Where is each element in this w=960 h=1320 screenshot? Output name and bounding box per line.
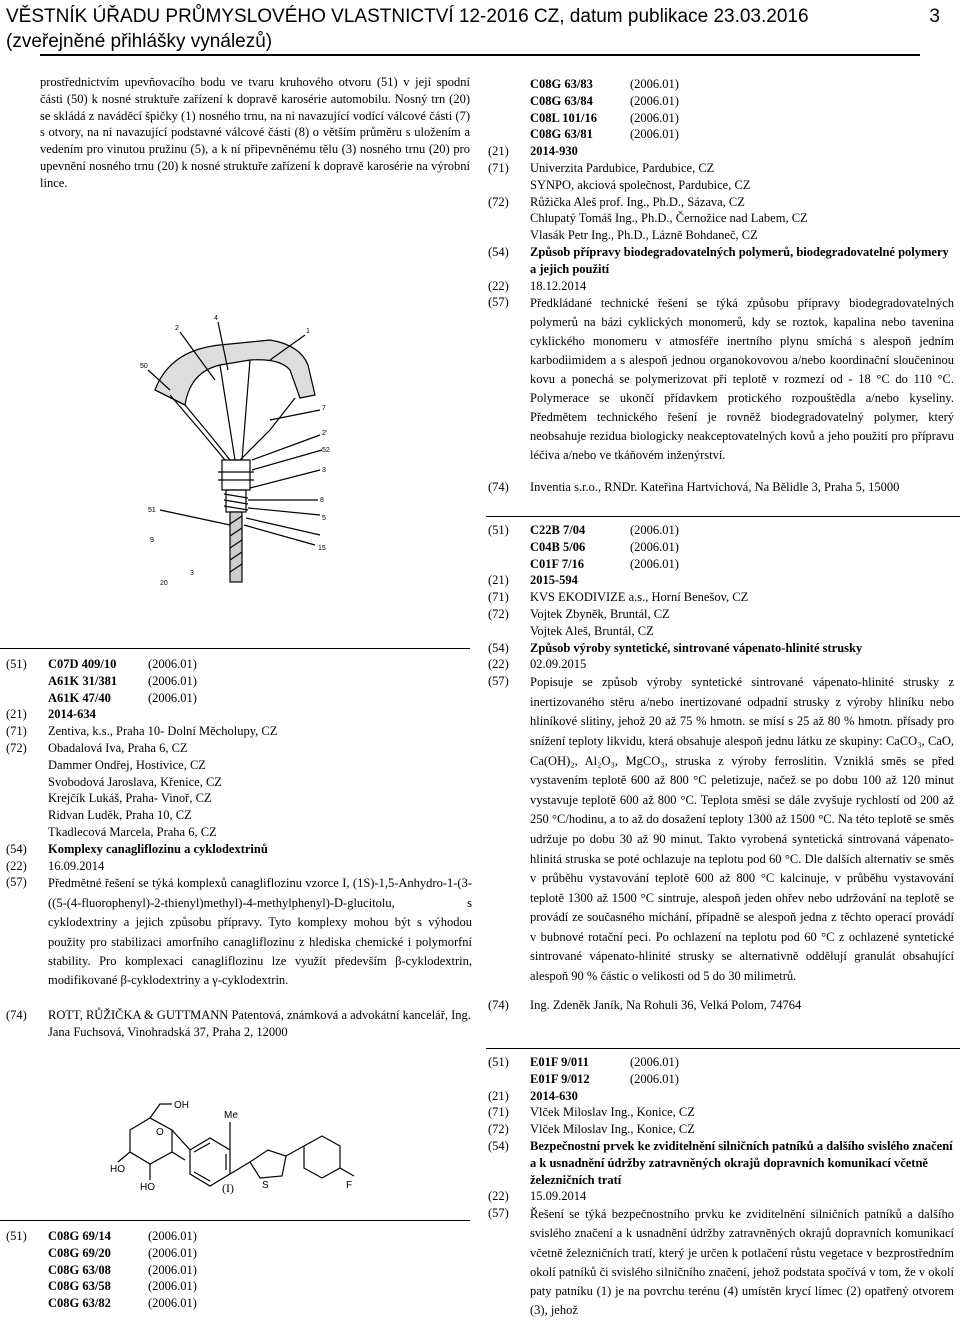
- entry-canagliflozin: [6, 656, 472, 1040]
- class-year: (2006.01): [148, 1296, 197, 1311]
- fig-label-52: 52: [322, 447, 330, 454]
- filing-date: 18.12.2014: [530, 278, 587, 293]
- label-ho-2: HO: [140, 1182, 155, 1193]
- continuation-text: prostřednictvím upevňovacího bodu ve tvaru kruhového otvoru (51) v její spodní části (50) k nosné struktuře zařízení k dopravě karosérie automobilu. Nosný trn (20) se skládá z naváděcí špičky (1) nosného trnu, na ni navazující vodící válcové části (7) s otvory, na ni navazující podstavné válcové části (8) o větším průměru s uložením a vedením pro vinutou pružinu (5), a k ní připevněnému tělu (3) nosného trnu (20) pro upevnění nosného trnu (20) k nosné struktuře zařízení k dopravě karosérie na výrobní lince.: [40, 75, 470, 190]
- inventor: Tkadlecová Marcela, Praha 6, CZ: [48, 824, 217, 839]
- formula-identifier: (I): [222, 1181, 234, 1195]
- class-code: C01F 7/16: [530, 556, 585, 571]
- fig-label-3b: 3: [190, 570, 194, 577]
- class-year: (2006.01): [148, 1262, 197, 1277]
- class-year: (2006.01): [630, 93, 679, 108]
- fig-label-20: 20: [160, 580, 168, 587]
- filing-date: 16.09.2014: [48, 858, 105, 873]
- agent-row: (74) ROTT, RŮŽIČKA & GUTTMANN Patentová, známková a advokátní kancelář, Ing. Jana Fuchsová, Vinohradská 37, Praha 2, 12000: [6, 1007, 471, 1039]
- inventor-row: [6, 807, 472, 824]
- fig-label-2prime: 2': [322, 430, 328, 437]
- class-year: (2006.01): [148, 1279, 197, 1294]
- class-code: C08G 63/82: [48, 1296, 111, 1311]
- class-code: A61K 31/381: [48, 673, 118, 688]
- abstract-row: (57) Předmětné řešení se týká komplexů canagliflozinu vzorce I, (1S)-1,5-Anhydro-1-(3-((5-(4-fluorophenyl)-2-thienyl)methyl)-4-methylphenyl)-D-glucitolu, s cyklodextriny a jejich způsobu přípravy. Tyto komplexy mohou být s výhodou použity pro stabilizaci amorfního canagliflozinu z hlediska chemické i polymorfní stability. Pro komplexaci canagliflozinu lze využít především β-cyklodextrin, modifikované β-cyklodextriny a γ-cyklodextrin.: [6, 874, 472, 990]
- abstract: Předkládané technické řešení se týká způsobu přípravy biodegradovatelných polymerů na bázi cyklických monomerů, kdy se roztok, kapalina nebo tavenina cyklického monomeru v atmosféře inertního plynu smíchá s alespoň jedním karbodiimidem a s alespoň jednou organokovovou a/nebo koordinační sloučeninou kovu a ponechá se polymerizovat při teplotě v rozmezí od - 18 °C do 110 °C. Polymerace se ukončí přídavkem protického rozpouštědla a/nebo kyseliny. Předmětem technického řešení je rovněž biodegradovatelný polymer, který neobsahuje rezidua biologicky neakceptovatelných kovů a jeho použití pro přípravu léčiva a/nebo ve tkáňovém inženýrství.: [530, 296, 954, 462]
- label-s: S: [262, 1180, 269, 1191]
- inventor: Svobodová Jaroslava, Křenice, CZ: [48, 774, 222, 789]
- label-ho-1: HO: [110, 1164, 125, 1175]
- right-separator-2: [486, 1048, 960, 1049]
- inventor: Ridvan Luděk, Praha 10, CZ: [48, 808, 192, 823]
- class-year: (2006.01): [630, 77, 679, 91]
- inventor: Růžička Aleš prof. Ing., Ph.D., Sázava, CZ: [530, 194, 745, 209]
- left-separator-2: [0, 1220, 470, 1221]
- class-year: (2006.01): [630, 523, 679, 537]
- class-year: (2006.01): [630, 1055, 679, 1069]
- filing-date: 15.09.2014: [530, 1189, 587, 1204]
- entry-biodegradable: C08G 63/83 (2006.01) C08G 63/84 (2006.01) C08L 101/16 (2006.01) C08G 63/81 (2006.01) (21) 2014-930 (71) Univerzita Pardubice, Pardubice, CZ SYNPO, akciová společnost, Pardubice, CZ (72) Růžička Aleš prof. Ing., Ph.D., Sázava, CZ Chlupatý Tomáš Ing., Ph.D., Černožice nad Labem, CZ Vlasák Petr Ing., Ph.D., Lázně Bohdaneč, CZ (54) Způsob přípravy biodegradovatelných polymerů, biodegradovatelné polymery a jejich použití (22) 18.12.2014 (57) Předkládané technické řešení se týká způsobu přípravy biodegradovatelných polymerů na bázi cyklických monomerů, kdy se roztok, kapalina nebo tavenina cyklického monomeru v atmosféře inertního plynu smíchá s alespoň jedním karbodiimidem a s alespoň jednou organokovovou a/nebo koordinační sloučeninou kovu a ponechá se polymerizovat při teplotě v rozmezí od - 18 °C do 110 °C. Polymerace se ukončí přídavkem protického rozpouštědla a/nebo kyseliny. Předmětem technického řešení je rovněž biodegradovatelný polymer, který neobsahuje rezidua biologicky neakceptovatelných kovů a jeho použití pro přípravu léčiva a/nebo ve tkáňovém inženýrství. (74) Inventia s.r.o., RNDr. Kateřina Hartvichová, Na Bělidle 3, Praha 5, 15000: [488, 77, 954, 494]
- class-code: C08G 69/14: [48, 1229, 111, 1243]
- fig-label-7: 7: [322, 405, 326, 412]
- inventor: Vojtek Aleš, Bruntál, CZ: [530, 623, 654, 638]
- applicant-row: (71) Zentiva, k.s., Praha 10- Dolní Měcholupy, CZ: [6, 723, 472, 740]
- invention-title: Způsob výroby syntetické, sintrované vápenato-hlinité strusky: [530, 640, 863, 655]
- page-header: [6, 4, 954, 54]
- filing-date: 02.09.2015: [530, 657, 587, 672]
- invention-title: Bezpečnostní prvek ke zviditelnění silničních patníků a dalšího svislého značení a k usnadnění údržby zatravněných okrajů dopravních komunikací včetně železničních tratí: [530, 1138, 953, 1187]
- class-code: E01F 9/011: [530, 1055, 589, 1069]
- inventor: Chlupatý Tomáš Ing., Ph.D., Černožice nad Labem, CZ: [530, 211, 808, 226]
- inventor-row: (72) Obadalová Iva, Praha 6, CZ: [6, 740, 472, 757]
- left-separator-1: [0, 648, 470, 649]
- label-f: F: [346, 1180, 353, 1191]
- fig-label-50: 50: [140, 363, 148, 370]
- class-code: C08G 63/81: [530, 127, 593, 142]
- class-year: (2006.01): [148, 657, 197, 671]
- right-separator-1: [486, 516, 960, 517]
- applicant: Vlček Miloslav Ing., Konice, CZ: [530, 1105, 695, 1120]
- entry-biodegradable-classes-left: (51) C08G 69/14 (2006.01) C08G 69/20 (2006.01) C08G 63/08 (2006.01) C08G 63/58 (2006.01) C08G 63/82 (2006.01): [6, 1229, 197, 1311]
- class-code: E01F 9/012: [530, 1071, 590, 1086]
- classification-row: (51) C07D 409/10 (2006.01): [6, 657, 197, 671]
- fig-label-51: 51: [148, 507, 156, 514]
- label-oh: OH: [174, 1100, 189, 1111]
- class-code: A61K 47/40: [48, 690, 111, 705]
- inventor: Obadalová Iva, Praha 6, CZ: [48, 740, 188, 755]
- class-code: C08L 101/16: [530, 110, 598, 125]
- class-code: C04B 5/06: [530, 539, 586, 554]
- inventor: Krejčík Lukáš, Praha- Vinoř, CZ: [48, 791, 212, 806]
- technical-drawing: [130, 310, 350, 600]
- invention-title: Způsob přípravy biodegradovatelných polymerů, biodegradovatelné polymery a jejich použití: [530, 244, 949, 276]
- fig-label-4: 4: [214, 315, 218, 322]
- abstract: Popisuje se způsob výroby syntetické sintrované vápenato-hlinité strusky z inertizovaného stěru a/nebo inertizované odpadní strusky z výroby hliníku nebo hliníkové slitiny, jehož 20 až 75 % hmotn. se mísí s 25 až 80 % hmotn. přísady pro snížení teploty likvidu, která obsahuje alespoň jednu látku ze skupiny: CaCO₃, CaO, Ca(OH)₂, Al₂O₃, MgCO₃, struska z výroby ferroslitin. Vzniklá směs se před vystavením teplotě 600 až 800 °C peletizuje, načež se po dobu 100 až 120 minut vystavuje teplotě 600 až 800 °C. Teplota směsi se dále zvyšuje rychlostí od 200 až 250 °C/hodinu, a to až do dosažení teploty 1300 až 1500 °C. Na této teplotě se směs udržuje po dobu 30 až 90 minut. Takto vyrobená syntetická sintrovaná vápenato-hlinitá struska se poté ochlazuje na teplotu pod 60 °C. Dle dalších alternativ se směs v průběhu vystavování teplotě 600 až 800 °C kalcinuje, v průběhu vystavování teplotě 1300 až 1500 °C sintruje, alespoň jeden ohřev nebo udržování na teplotě se provádí ze současného míchání, případně se alespoň jedna z těchto operací provádí v bubnové rotační peci. Po ochlazení na teplotu pod 60 °C z ochlazené syntetické sintrované vápenato-hlinité strusky se alternativně oddělují granulát obsahující alespoň 90 % částic o velikosti od 5 do 30 milimetrů.: [530, 675, 954, 984]
- fig-label-8: 8: [320, 497, 324, 504]
- class-code: C08G 63/08: [48, 1262, 111, 1277]
- label-o: O: [156, 1127, 164, 1138]
- applicant: KVS EKODIVIZE a.s., Horní Benešov, CZ: [530, 590, 749, 605]
- class-year: (2006.01): [630, 110, 679, 125]
- class-year: (2006.01): [630, 556, 679, 571]
- fig-label-2: 2: [175, 325, 179, 332]
- class-year: (2006.01): [148, 673, 197, 688]
- inventor: Vlček Miloslav Ing., Konice, CZ: [530, 1122, 695, 1137]
- classification-row: [6, 673, 472, 690]
- header-rule: [40, 54, 920, 56]
- applicant: Univerzita Pardubice, Pardubice, CZ: [530, 160, 715, 175]
- applicant: SYNPO, akciová společnost, Pardubice, CZ: [530, 177, 751, 192]
- abstract: Předmětné řešení se týká komplexů canagliflozinu vzorce I, (1S)-1,5-Anhydro-1-(3-((5-(4-fluorophenyl)-2-thienyl)methyl)-4-methylphenyl)-D-glucitolu, s cyklodextriny a jejich způsobu přípravy. Tyto komplexy mohou být s výhodou použity pro stabilizaci amorfního canagliflozinu z hlediska chemické i polymorfní stability. Pro komplexaci canagliflozinu lze využít především β-cyklodextrin, modifikované β-cyklodextriny a γ-cyklodextrin.: [48, 876, 472, 988]
- fig-label-3: 3: [322, 467, 326, 474]
- application-number: 2014-630: [530, 1088, 578, 1103]
- journal-title: VĚSTNÍK ÚŘADU PRŮMYSLOVÉHO VLASTNICTVÍ 12-2016 CZ, datum publikace 23.03.2016: [6, 6, 809, 27]
- agent: Inventia s.r.o., RNDr. Kateřina Hartvichová, Na Bělidle 3, Praha 5, 15000: [530, 479, 900, 494]
- class-code: C07D 409/10: [48, 657, 117, 671]
- fig-label-1: 1: [306, 328, 310, 335]
- inventor: Vlasák Petr Ing., Ph.D., Lázně Bohdaneč, CZ: [530, 228, 758, 243]
- class-year: (2006.01): [148, 690, 197, 705]
- class-year: (2006.01): [148, 1245, 197, 1260]
- application-number: 2014-930: [530, 144, 578, 159]
- application-number: 2014-634: [48, 707, 96, 722]
- abstract: Řešení se týká bezpečnostního prvku ke zviditelnění silničních patníků a dalšího svislého značení a k usnadnění údržby zatravněných okrajů dopravních komunikací včetně železničních tratí, který je určen k potlačení růstu vegetace v bezprostředním okolí patníků či svislého silničního značení, jehož podstata spočívá v tom, že v okolí paty patníku (1) je na povrchu terénu (4) umístěn krycí límec (2) opatřený otvorem (3), jehož: [530, 1207, 954, 1318]
- inventor-row: [6, 774, 472, 791]
- page-number: 3: [929, 6, 940, 27]
- fig-label-5: 5: [322, 515, 326, 522]
- inventor-row: [6, 790, 472, 807]
- inventor: Dammer Ondřej, Hostivice, CZ: [48, 757, 206, 772]
- entry-road-marker: (51) E01F 9/011 (2006.01) E01F 9/012 (2006.01) (21) 2014-630 (71) Vlček Miloslav Ing., Konice, CZ (72) Vlček Miloslav Ing., Konice, CZ (54) Bezpečnostní prvek ke zviditelnění silničních patníků a dalšího svislého značení a k usnadnění údržby zatravněných okrajů dopravních komunikací včetně železničních tratí (22) 15.09.2014 (57) Řešení se týká bezpečnostního prvku ke zviditelnění silničních patníků a dalšího svislého značení a k usnadnění údržby zatravněných okrajů dopravních komunikací včetně železničních tratí, který je určen k potlačení růstu vegetace v bezprostředním okolí patníků či svislého silničního značení, jehož podstata spočívá v tom, že v okolí paty patníku (1) je na povrchu terénu (4) umístěn krycí límec (2) opatřený otvorem (3), jehož: [488, 1054, 954, 1320]
- agent: ROTT, RŮŽIČKA & GUTTMANN Patentová, známková a advokátní kancelář, Ing. Jana Fuchsová, Vinohradská 37, Praha 2, 12000: [48, 1007, 471, 1039]
- agent: Ing. Zdeněk Janík, Na Rohuli 36, Velká Polom, 74764: [530, 997, 802, 1012]
- inventor: Vojtek Zbyněk, Bruntál, CZ: [530, 606, 670, 621]
- class-code: C08G 63/58: [48, 1279, 111, 1294]
- journal-subtitle: (zveřejněné přihlášky vynálezů): [6, 31, 273, 52]
- filing-date-row: (22) 16.09.2014: [6, 858, 472, 875]
- inventor-row: [6, 824, 472, 841]
- chemical-structure: [110, 1090, 360, 1200]
- class-year: (2006.01): [630, 539, 679, 554]
- invention-title: Komplexy canagliflozinu a cyklodextrinů: [48, 841, 268, 856]
- fig-label-9: 9: [150, 537, 154, 544]
- class-code: C08G 63/84: [530, 93, 593, 108]
- left-continuation: [40, 74, 470, 192]
- class-code: C08G 69/20: [48, 1245, 111, 1260]
- inventor-row: [6, 757, 472, 774]
- classification-row: [6, 690, 472, 707]
- class-year: (2006.01): [630, 1071, 679, 1086]
- label-me: Me: [224, 1110, 238, 1121]
- application-number: 2015-594: [530, 573, 578, 588]
- entry-slag: (51) C22B 7/04 (2006.01) C04B 5/06 (2006.01) C01F 7/16 (2006.01) (21) 2015-594 (71) KVS EKODIVIZE a.s., Horní Benešov, CZ (72) Vojtek Zbyněk, Bruntál, CZ Vojtek Aleš, Bruntál, CZ (54) Způsob výroby syntetické, sintrované vápenato-hlinité strusky (22) 02.09.2015 (57) Popisuje se způsob výroby syntetické sintrované vápenato-hlinité strusky z inertizovaného stěru a/nebo inertizované odpadní strusky z výroby hliníku nebo hliníkové slitiny, jehož 20 až 75 % hmotn. se mísí s 25 až 80 % hmotn. přísady pro snížení teploty likvidu, která obsahuje alespoň jednu látku ze skupiny: CaCO₃, CaO, Ca(OH)₂, Al₂O₃, MgCO₃, struska z výroby ferroslitin. Vzniklá směs se před vystavením teplotě 600 až 800 °C peletizuje, načež se po dobu 100 až 120 minut vystavuje teplotě 600 až 800 °C. Teplota směsi se dále zvyšuje rychlostí od 200 až 250 °C/hodinu, a to až do dosažení teploty 1300 až 1500 °C. Na této teplotě se směs udržuje po dobu 30 až 90 minut. Takto vyrobená syntetická sintrovaná vápenato-hlinitá struska se poté ochlazuje na teplotu pod 60 °C. Dle dalších alternativ se směs v průběhu vystavování teplotě 600 až 800 °C kalcinuje, v průběhu vystavování teplotě 1300 až 1500 °C sintruje, alespoň jeden ohřev nebo udržování na teplotě se provádí ze současného míchání, případně se alespoň jedna z těchto operací provádí v bubnové rotační peci. Po ochlazení na teplotu pod 60 °C z ochlazené syntetické sintrované vápenato-hlinité strusky se alternativně oddělují granulát obsahující alespoň 90 % částic o velikosti od 5 do 30 milimetrů. (74) Ing. Zdeněk Janík, Na Rohuli 36, Velká Polom, 74764: [488, 523, 954, 1012]
- class-year: (2006.01): [630, 127, 679, 142]
- application-number-row: (21) 2014-634: [6, 706, 472, 723]
- class-code: C08G 63/83: [530, 77, 593, 91]
- fig-label-15: 15: [318, 545, 326, 552]
- class-year: (2006.01): [148, 1229, 197, 1243]
- class-code: C22B 7/04: [530, 523, 586, 537]
- title-row: (54) Komplexy canagliflozinu a cyklodextrinů: [6, 841, 472, 858]
- applicant: Zentiva, k.s., Praha 10- Dolní Měcholupy, CZ: [48, 724, 278, 739]
